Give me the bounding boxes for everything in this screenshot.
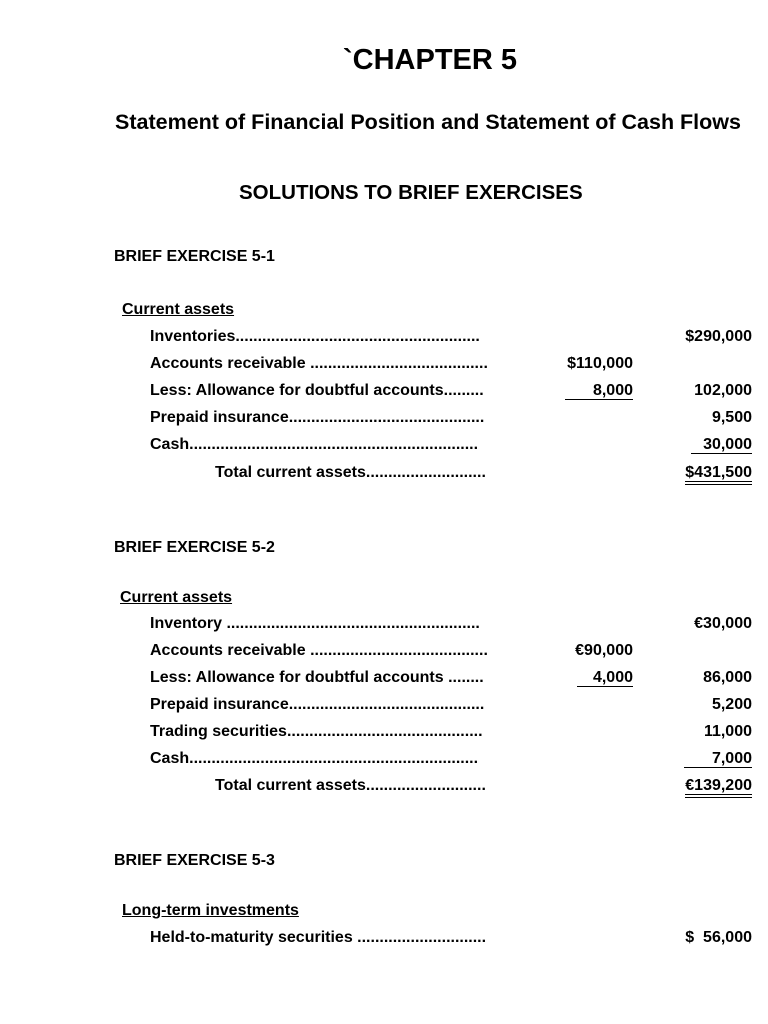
- table-row: [0, 669, 768, 691]
- table-row: [0, 615, 768, 637]
- underlined-value: 8,000: [565, 382, 633, 400]
- row-label: Inventories.......................................................: [150, 328, 480, 345]
- row-amount: [691, 436, 752, 454]
- row-label: Accounts receivable ........................................: [150, 642, 488, 659]
- row-amount: 102,000: [694, 382, 752, 399]
- row-amount: 9,500: [711, 409, 752, 426]
- row-label: Less: Allowance for doubtful accounts.........: [150, 382, 484, 399]
- row-label: Prepaid insurance............................................: [150, 409, 485, 426]
- row-amount: [684, 750, 752, 768]
- row-label: Accounts receivable ........................................: [150, 355, 488, 372]
- row-subamount: €90,000: [575, 642, 633, 659]
- table-row: [0, 382, 768, 404]
- underlined-value: 30,000: [691, 436, 752, 454]
- double-underlined-value: $431,500: [685, 464, 752, 485]
- exercise-2-section-label: Current assets: [120, 589, 233, 606]
- row-subamount: [577, 669, 633, 687]
- row-amount: $290,000: [685, 328, 752, 345]
- chapter-subtitle: Statement of Financial Position and Statement of Cash Flows: [115, 110, 741, 134]
- row-subamount: $110,000: [567, 355, 633, 372]
- table-row: [0, 723, 768, 745]
- double-underlined-value: €139,200: [685, 777, 752, 798]
- exercise-3-section-label: Long-term investments: [122, 902, 299, 919]
- table-row: [0, 355, 768, 377]
- table-row: [0, 750, 768, 772]
- row-amount: [685, 464, 752, 485]
- row-amount: $ 56,000: [685, 929, 752, 946]
- row-label: Held-to-maturity securities .............................: [150, 929, 487, 946]
- table-row: [0, 436, 768, 458]
- row-label: Total current assets...........................: [215, 777, 486, 794]
- table-row: [0, 696, 768, 718]
- exercise-1-section-label: Current assets: [122, 301, 235, 318]
- table-row-total: [0, 777, 768, 799]
- row-subamount: [565, 382, 633, 400]
- table-row-total: [0, 464, 768, 486]
- row-label: Total current assets...........................: [215, 464, 486, 481]
- section-heading: SOLUTIONS TO BRIEF EXERCISES: [239, 181, 583, 204]
- row-label: Cash.................................................................: [150, 436, 479, 453]
- row-amount: [685, 777, 752, 798]
- table-row: [0, 409, 768, 431]
- row-label: Less: Allowance for doubtful accounts ........: [150, 669, 484, 686]
- row-amount: 11,000: [703, 723, 752, 740]
- row-amount: €30,000: [694, 615, 752, 632]
- row-amount: 86,000: [703, 669, 752, 686]
- underlined-value: 7,000: [684, 750, 752, 768]
- row-label: Cash.................................................................: [150, 750, 479, 767]
- table-row: [0, 929, 768, 951]
- row-amount: 5,200: [711, 696, 752, 713]
- exercise-1-title: BRIEF EXERCISE 5-1: [114, 248, 275, 265]
- row-label: Trading securities............................................: [150, 723, 483, 740]
- chapter-heading: `CHAPTER 5: [342, 44, 517, 76]
- row-label: Inventory .........................................................: [150, 615, 480, 632]
- exercise-3-title: BRIEF EXERCISE 5-3: [114, 852, 275, 869]
- row-label: Prepaid insurance............................................: [150, 696, 485, 713]
- table-row: [0, 328, 768, 350]
- exercise-2-title: BRIEF EXERCISE 5-2: [114, 539, 275, 556]
- table-row: [0, 642, 768, 664]
- underlined-value: 4,000: [577, 669, 633, 687]
